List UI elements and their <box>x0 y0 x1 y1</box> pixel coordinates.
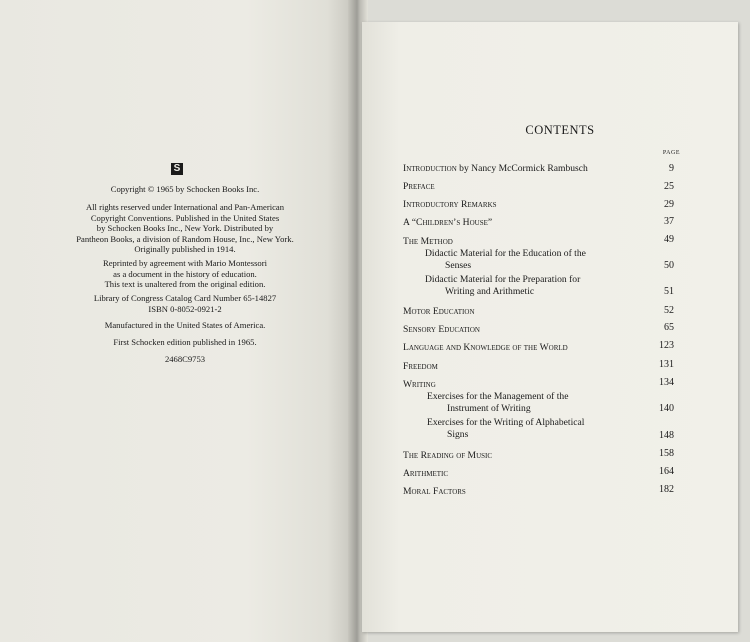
toc-page-number: 25 <box>664 181 674 192</box>
catalog-number: Library of Congress Catalog Card Number 65-14827 <box>93 293 277 303</box>
toc-page-number: 182 <box>659 484 674 495</box>
toc-entry-title: Introduction <box>403 163 457 174</box>
contents-heading: CONTENTS <box>525 123 595 137</box>
toc-subentry: Exercises for the Writing of Alphabetical <box>427 417 585 428</box>
printing-code: 2468C9753 <box>164 354 206 364</box>
toc-page-number: 29 <box>664 199 674 210</box>
toc-entry: Sensory Education <box>403 324 480 335</box>
manufactured-line: Manufactured in the United States of America. <box>104 320 266 330</box>
toc-entry: Arithmetic <box>403 468 449 479</box>
toc-entry: Motor Education <box>403 306 475 317</box>
toc-page-number: 37 <box>664 216 674 227</box>
toc-entry: Moral Factors <box>403 486 466 497</box>
rights-line: by Schocken Books Inc., New York. Distributed by <box>96 223 274 233</box>
reprint-line: as a document in the history of education. <box>113 268 257 279</box>
toc-entry-author: by Nancy McCormick Rambusch <box>456 163 588 174</box>
toc-page-number: 9 <box>669 163 674 174</box>
toc-page-number: 49 <box>664 234 674 245</box>
toc-subentry-continued: Senses <box>445 260 472 271</box>
toc-page-number: 134 <box>659 377 674 388</box>
rights-line: Copyright Conventions. Published in the United States <box>90 212 280 223</box>
toc-page-number: 52 <box>664 305 674 316</box>
page-column-label: PAGE <box>662 150 680 156</box>
rights-line: Originally published in 1914. <box>134 244 236 254</box>
rights-paragraph <box>60 202 310 255</box>
rights-line: Pantheon Books, a division of Random House, Inc., New York. <box>76 233 294 244</box>
publisher-logo-icon: S <box>171 163 183 175</box>
reprint-line: Reprinted by agreement with Mario Montessori <box>103 258 267 268</box>
isbn: ISBN 0-8052-0921-2 <box>148 303 222 314</box>
toc-page-number: 164 <box>659 466 674 477</box>
toc-entry: A “Children’s House” <box>403 217 493 228</box>
toc-page-number: 131 <box>659 359 674 370</box>
toc-subentry-continued: Writing and Arithmetic <box>445 286 535 297</box>
toc-entry: Language and Knowledge of the World <box>403 342 568 353</box>
toc-subentry: Exercises for the Management of the <box>427 391 569 402</box>
first-edition-line: First Schocken edition published in 1965. <box>113 337 257 347</box>
toc-page-number: 51 <box>664 286 674 297</box>
toc-page-number: 50 <box>664 260 674 271</box>
toc-subentry-continued: Instrument of Writing <box>447 403 531 414</box>
catalog-paragraph <box>60 293 310 314</box>
toc-subentry: Didactic Material for the Education of the <box>425 248 586 259</box>
show-through-title <box>40 88 340 124</box>
toc-entry: Writing <box>403 379 436 390</box>
toc-page-number: 65 <box>664 322 674 333</box>
toc-entry: Freedom <box>403 361 438 372</box>
toc-page-number: 148 <box>659 430 674 441</box>
reprint-line: This text is unaltered from the original edition. <box>104 279 266 289</box>
toc-page-number: 158 <box>659 448 674 459</box>
toc-entry: Preface <box>403 181 435 192</box>
toc-subentry: Didactic Material for the Preparation for <box>425 274 581 285</box>
toc-subentry-continued: Signs <box>447 429 469 440</box>
copyright-line: Copyright © 1965 by Schocken Books Inc. <box>110 184 260 194</box>
reprint-paragraph <box>60 258 310 290</box>
rights-line: All rights reserved under International and Pan-American <box>85 202 285 212</box>
toc-entry: The Reading of Music <box>403 450 493 461</box>
toc-page-number: 123 <box>659 340 674 351</box>
toc-entry: The Method <box>403 236 453 247</box>
toc-entry: Introductory Remarks <box>403 199 497 210</box>
toc-entry <box>403 163 588 175</box>
toc-page-number: 140 <box>659 403 674 414</box>
